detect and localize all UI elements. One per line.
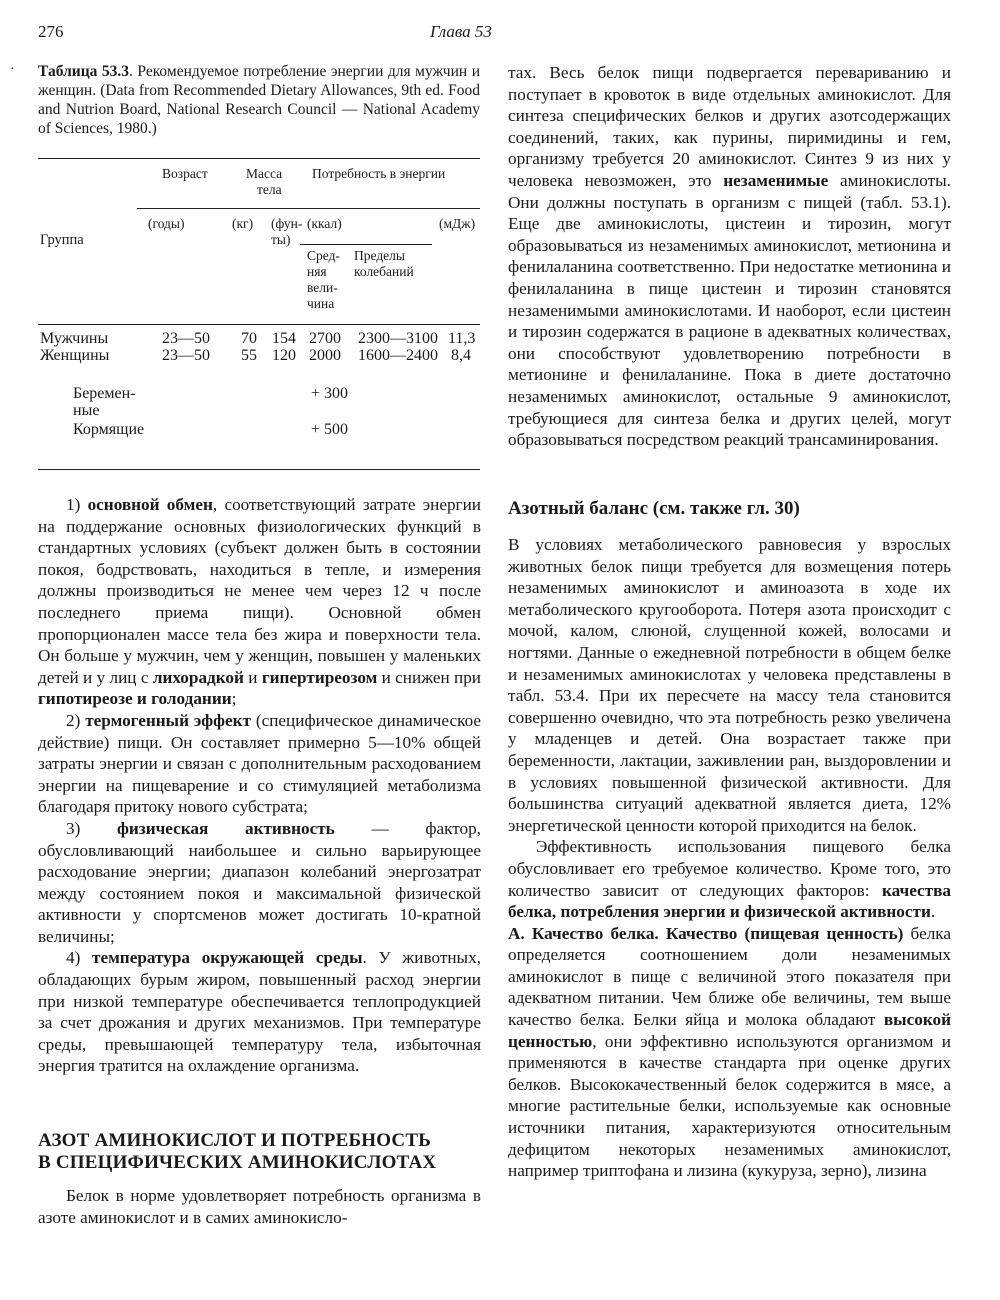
cell-group: Беремен- — [73, 385, 136, 402]
header-mass: Масса — [246, 166, 283, 181]
cell-group: Мужчины — [40, 330, 109, 347]
header-mean-2: няя — [307, 264, 327, 279]
text: и — [243, 667, 262, 687]
header-range: Пределы — [354, 248, 405, 263]
term: незаменимые — [723, 170, 829, 190]
text: , соответствующий затрате энергии на поддержание основных физиологических функций в стандартных условиях (субъект должен быть в состоянии покоя, бодрствовать, находиться в тепле, и измерения должны производиться не менее чем через 12 ч после последнего приема пищи). Основной обмен пропорционален массе тела без жира и поверхности тела. Он больше у мужчин, чем у женщин, повышен у маленьких детей и у лиц с — [38, 495, 481, 687]
cell-kcal-mean: + 300 — [311, 385, 349, 402]
left-column-tail — [38, 1185, 481, 1228]
header-group: Группа — [40, 232, 84, 248]
term: лихорадкой — [152, 667, 244, 687]
text: . — [930, 902, 936, 922]
cell-kcal-mean: 2000 — [309, 347, 341, 364]
table-caption — [38, 62, 480, 138]
header-mean-4: чина — [307, 296, 335, 311]
term: термогенный эффект — [85, 710, 251, 730]
subsection-heading: Азотный баланс (см. также гл. 30) — [508, 498, 800, 519]
header-mass-2: тела — [257, 182, 282, 197]
header-kcal-unit: (ккал) — [307, 216, 342, 231]
term: физическая активность — [117, 818, 335, 838]
section-heading — [38, 1130, 488, 1174]
table-caption-label: Таблица 53.3 — [38, 63, 130, 80]
cell-kg: 70 — [241, 330, 257, 347]
table-top-rule — [38, 158, 480, 159]
cell-kcal-range: 1600—2400 — [358, 347, 438, 364]
table-caption-text: . Рекомендуемое потребление энергии для мужчин и женщин. (Data from Recommended Dietary Allowances, 9th ed. Food and Nutrion Board, National Research Council — National Academy of Sciences, 1980.) — [38, 63, 480, 137]
item-number: 3) — [66, 818, 117, 838]
text: , они эффективно используются организмом и применяются в качестве стандарта при оценке других белков. Высококачественный белок содержится в мясе, а многие растительные белки, используемые как основные источники питания, характеризуются относительным дефицитом некоторых незаменимых аминокислот, например триптофана и лизина (кукуруза, зерно), лизина — [508, 1031, 951, 1181]
cell-group-2: ные — [73, 402, 100, 419]
kcal-rule — [300, 244, 432, 245]
term: А. Качество белка. Качество (пищевая ценность) — [508, 923, 904, 943]
cell-kcal-mean: + 500 — [311, 421, 349, 438]
page-number: 276 — [38, 22, 64, 41]
cell-kcal-mean: 2700 — [309, 330, 341, 347]
term: температура окружающей среды — [92, 948, 363, 968]
header-mean: Сред- — [307, 248, 340, 263]
paragraph-protein-quality — [508, 923, 951, 1182]
text: — фактор, обусловливающий наибольшее и сильно варьирующее расходование энергии; диапазон колебаний энергозатрат между состоянием покоя и максимальной физической активности у спортсменов может достигать 10-кратной величины; — [38, 818, 481, 946]
header-age: Возраст — [162, 166, 208, 181]
header-mj-unit: (мДж) — [439, 216, 476, 231]
cell-lb: 120 — [272, 347, 296, 364]
paragraph-nitrogen-balance: В условиях метаболического равновесия у взрослых животных белок пищи требуется для возмещения потерь незаменимых аминокислот и аминоазота в ходе их метаболического кругооборота. Потеря азота происходит с мочой, калом, слюной, слущенной кожей, волосами и ногтями. Данные о ежедневной потребности в общем белке и незаменимых аминокислотах у человека представлены в табл. 53.4. При их пересчете на массу тела становится совершенно очевидно, что эта потребность резко увеличена у младенцев и детей. Она возрастает также при беременности, лактации, заживлении ран, выздоровлении и в условиях повышенной физической активности. Для большинства ситуаций адекватной является диета, 12% энергетической ценности которой приходится на белок. — [508, 535, 951, 835]
paragraph-ambient-temperature — [38, 947, 481, 1077]
running-head: Глава 53 — [430, 22, 492, 41]
table-mid-rule — [137, 208, 480, 209]
header-age-unit: (годы) — [148, 216, 185, 231]
item-number: 4) — [66, 948, 93, 968]
header-lb-unit: (фун- — [271, 216, 303, 231]
text: тах. Весь белок пищи подвергается перевариванию и поступает в кровоток в виде отдельных аминокислот. Для синтеза специфических белков и других азотсодержащих соединений, таких, как пурины, пиримидины и гем, организму требуется 20 аминокислот. Синтез 9 из них у человека невозможен, это — [508, 63, 951, 190]
text: и снижен при — [377, 667, 482, 687]
cell-kg: 55 — [241, 347, 257, 364]
header-range-2: колебаний — [354, 264, 414, 279]
section-heading-line: АЗОТ АМИНОКИСЛОТ И ПОТРЕБНОСТЬ — [38, 1130, 431, 1151]
term: высокой ценностью — [508, 1010, 951, 1051]
text: Эффективность использования пищевого белка обусловливает его требуемое количество. Кроме того, это количество зависит от следующих факторов: — [508, 837, 951, 900]
header-energy: Потребность в энергии — [312, 166, 446, 181]
header-bottom-rule — [38, 324, 480, 325]
text: ; — [231, 689, 237, 709]
cell-kcal-range: 2300—3100 — [358, 330, 438, 347]
paragraph-protein-intro: Белок в норме удовлетворяет потребность организма в азоте аминокислот и в самих аминокисло- — [38, 1186, 481, 1227]
header-kg-unit: (кг) — [232, 216, 254, 231]
cell-age: 23—50 — [162, 330, 210, 347]
table-bottom-rule — [38, 469, 480, 470]
right-column-top — [508, 62, 951, 451]
cell-mj: 11,3 — [448, 330, 476, 347]
term: гипотиреозе и голодании — [38, 689, 232, 709]
text: белка определяется соотношением доли незаменимых аминокислот в пище с величиной этого показателя при адекватном питании. Чем ближе обе величины, тем выше качество белка. Белки яйца и молока обладают — [508, 923, 951, 1030]
term: основной обмен — [87, 495, 213, 514]
cell-age: 23—50 — [162, 347, 210, 364]
item-number: 2) — [66, 710, 86, 730]
term: гипертиреозом — [261, 667, 378, 687]
margin-dot: · — [10, 62, 15, 77]
paragraph-protein-efficiency — [508, 836, 951, 922]
left-column — [38, 494, 481, 1077]
paragraph-basal-metabolism — [38, 494, 481, 710]
section-heading-line: В СПЕЦИФИЧЕСКИХ АМИНОКИСЛОТАХ — [38, 1152, 437, 1173]
cell-group: Кормящие — [73, 421, 145, 438]
text: (специфическое динамическое действие) пищи. Он составляет примерно 5—10% общей затраты энергии и связан с дополнительным расходованием энергии на пищеварение и со стимуляцией метаболизма благодаря притоку нового субстрата; — [38, 710, 481, 817]
item-number: 1) — [66, 495, 88, 514]
paragraph-physical-activity — [38, 818, 481, 948]
text: аминокислоты. Они должны поступать в организм с пищей (табл. 53.1). Еще две аминокислоты, цистеин и тирозин, могут образовываться из незаменимых аминокислот, метионина и фенилаланина соответственно. При недостатке метионина и фенилаланина в пище цистеин и тирозин становятся незаменимыми аминокислотами. И наоборот, если цистеин и тирозин содержатся в рационе в адекватных количествах, они способствуют удовлетворению потребности в метионине и фенилаланине. Пока в диете достаточно незаменимых аминокислот, остальные 9 аминокислот, требующиеся для синтеза белка и других целей, могут образовываться посредством реакций трансаминирования. — [508, 170, 951, 450]
header-lb-unit-2: ты) — [271, 232, 291, 247]
text: . У животных, обладающих бурым жиром, повышенный расход энергии при низкой температуре обеспечивается теплопродукцией за счет дрожания и других механизмов. При температуре среды, превышающей температуру тела, избыточная энергия тратится на охлаждение организма. — [38, 948, 481, 1076]
cell-group: Женщины — [40, 347, 110, 364]
paragraph-thermogenic-effect — [38, 710, 481, 818]
cell-mj: 8,4 — [451, 347, 471, 364]
right-column-bottom — [508, 534, 951, 1182]
header-mean-3: вели- — [307, 280, 338, 295]
term: качества белка, потребления энергии и физической активности — [508, 880, 951, 922]
paragraph-amino-acids — [508, 62, 951, 451]
cell-lb: 154 — [272, 330, 296, 347]
